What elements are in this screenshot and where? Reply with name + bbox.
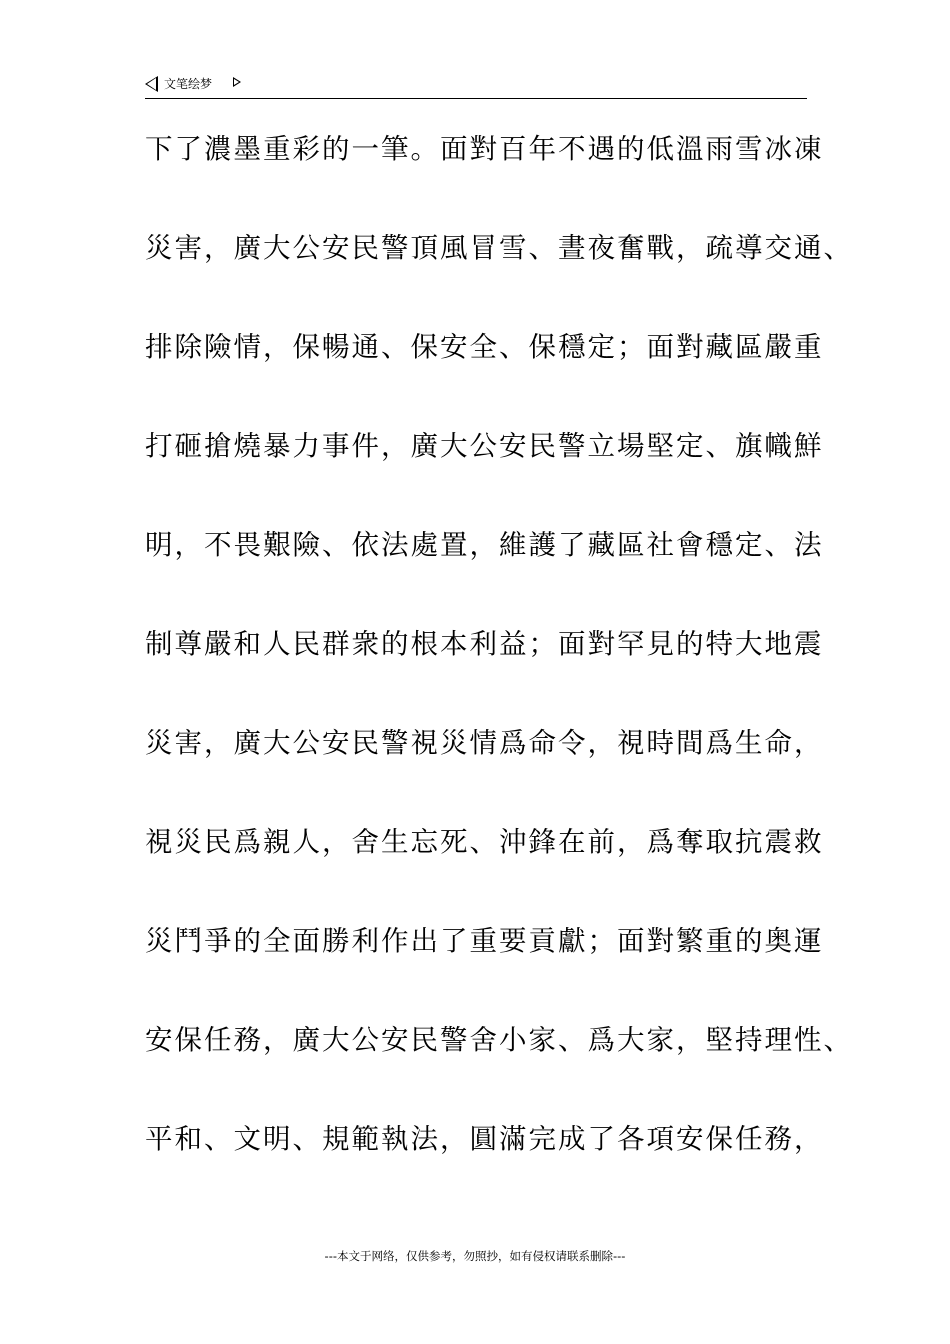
- triangle-left-icon: [145, 76, 158, 92]
- text-line: 視災民爲親人，舍生忘死、沖鋒在前，爲奪取抗震救: [145, 826, 824, 858]
- page-header: [145, 74, 807, 99]
- text-line: 排除險情，保暢通、保安全、保穩定；面對藏區嚴重: [145, 331, 824, 363]
- text-line: 平和、文明、規範執法，圓滿完成了各項安保任務，: [145, 1123, 824, 1155]
- page-footer: ---本文于网络，仅供参考，勿照抄，如有侵权请联系删除---: [324, 1249, 626, 1263]
- text-line: 災鬥爭的全面勝利作出了重要貢獻；面對繁重的奥運: [145, 925, 824, 957]
- triangle-right-icon: [233, 77, 241, 87]
- text-line: 下了濃墨重彩的一筆。面對百年不遇的低溫雨雪冰凍: [145, 133, 824, 165]
- document-body: [145, 125, 853, 1214]
- header-title: 文笔绘梦: [164, 77, 213, 91]
- text-line: 災害，廣大公安民警頂風冒雪、晝夜奮戰，疏導交通、: [145, 232, 853, 264]
- text-line: 災害，廣大公安民警視災情爲命令，視時間爲生命，: [145, 727, 824, 759]
- text-line: 打砸搶燒暴力事件，廣大公安民警立場堅定、旗幟鮮: [145, 430, 824, 462]
- text-line: 制尊嚴和人民群衆的根本利益；面對罕見的特大地震: [145, 628, 824, 660]
- text-line: 明，不畏艱險、依法處置，維護了藏區社會穩定、法: [145, 529, 824, 561]
- text-line: 安保任務，廣大公安民警舍小家、爲大家，堅持理性、: [145, 1024, 853, 1056]
